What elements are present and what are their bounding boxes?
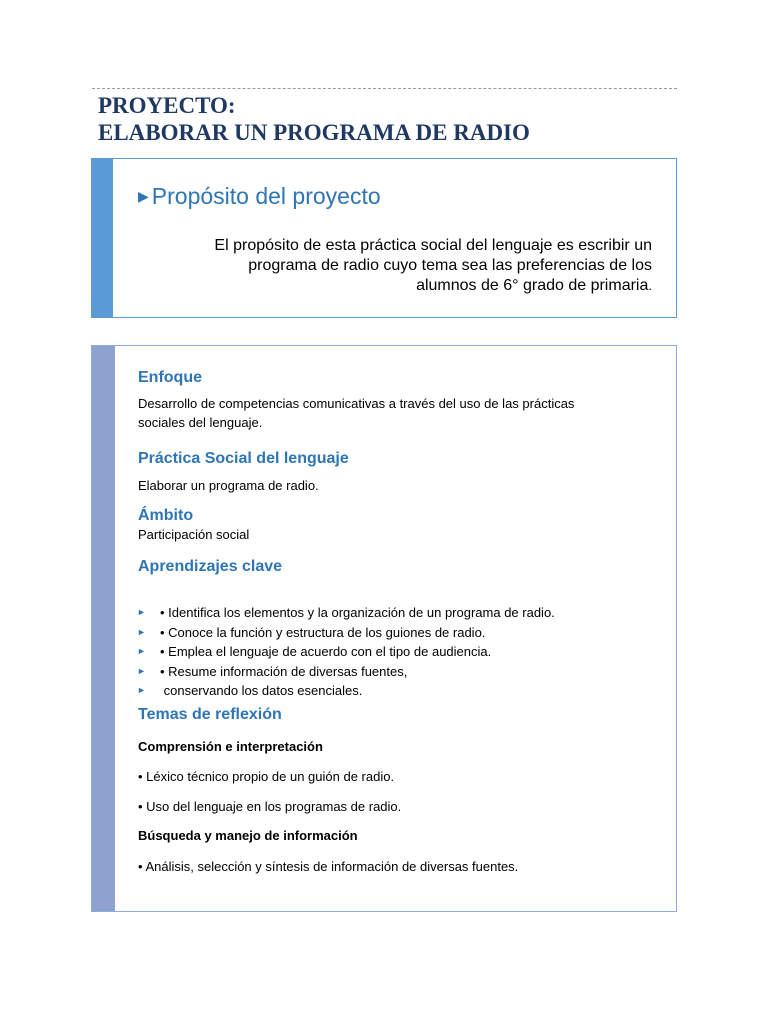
practica-heading: Práctica Social del lenguaje	[138, 450, 349, 467]
ambito-text: Participación social	[138, 527, 250, 542]
purpose-text	[132, 236, 652, 296]
practica-text: Elaborar un programa de radio.	[138, 478, 319, 493]
aprendizajes-heading: Aprendizajes clave	[138, 558, 283, 575]
details-accent-bar	[92, 346, 115, 911]
purpose-line-1: El propósito de esta práctica social del lenguaje es escribir un	[214, 237, 652, 254]
triangle-bullet-icon: ►	[137, 626, 146, 637]
list-item-text: • Conoce la función y estructura de los guiones de radio.	[160, 624, 486, 640]
purpose-heading	[138, 182, 381, 210]
list-item-text: • Identifica los elementos y la organización de un programa de radio.	[160, 605, 555, 620]
list-item	[137, 642, 555, 662]
list-item-text: • Resume información de diversas fuentes,	[160, 663, 408, 679]
list-item	[137, 681, 555, 701]
triangle-bullet-icon: ►	[137, 665, 146, 676]
purpose-line-3	[132, 276, 652, 296]
temas-heading: Temas de reflexión	[138, 706, 282, 723]
list-item	[137, 662, 555, 682]
title-line-2: ELABORAR UN PROGRAMA DE RADIO	[98, 120, 530, 145]
triangle-right-icon: ▶	[138, 188, 149, 204]
purpose-heading-text: Propósito del proyecto	[151, 183, 381, 209]
title-line-1: PROYECTO:	[98, 93, 236, 118]
ambito-heading: Ámbito	[138, 507, 194, 524]
enfoque-heading: Enfoque	[138, 369, 202, 386]
purpose-line-2: programa de radio cuyo tema sea las preferencias de los	[248, 257, 652, 274]
details-box	[91, 345, 677, 912]
temas-subheading-2: Búsqueda y manejo de información	[138, 828, 358, 843]
page-title	[98, 92, 530, 146]
list-item	[137, 623, 555, 643]
purpose-accent-bar	[92, 159, 113, 317]
triangle-bullet-icon: ►	[137, 646, 146, 656]
temas-item-1: • Léxico técnico propio de un guión de radio.	[138, 769, 395, 784]
triangle-bullet-icon: ►	[137, 685, 146, 695]
temas-subheading-1: Comprensión e interpretación	[138, 739, 323, 754]
temas-item-2: • Uso del lenguaje en los programas de radio.	[138, 799, 402, 814]
list-item-text: • Emplea el lenguaje de acuerdo con el tipo de audiencia.	[160, 644, 492, 659]
dashed-divider	[92, 88, 677, 89]
purpose-line-3-period: .	[648, 278, 652, 293]
temas-item-3: • Análisis, selección y síntesis de información de diversas fuentes.	[138, 859, 519, 874]
list-item	[137, 603, 555, 623]
triangle-bullet-icon: ►	[137, 607, 146, 617]
purpose-line-3-text: alumnos de 6° grado de primaria	[416, 277, 649, 294]
list-item-text: conservando los datos esenciales.	[160, 683, 363, 698]
aprendizajes-list	[137, 603, 555, 701]
enfoque-text: Desarrollo de competencias comunicativas a través del uso de las prácticas sociales del lenguaje.	[138, 396, 575, 430]
purpose-box	[91, 158, 677, 318]
